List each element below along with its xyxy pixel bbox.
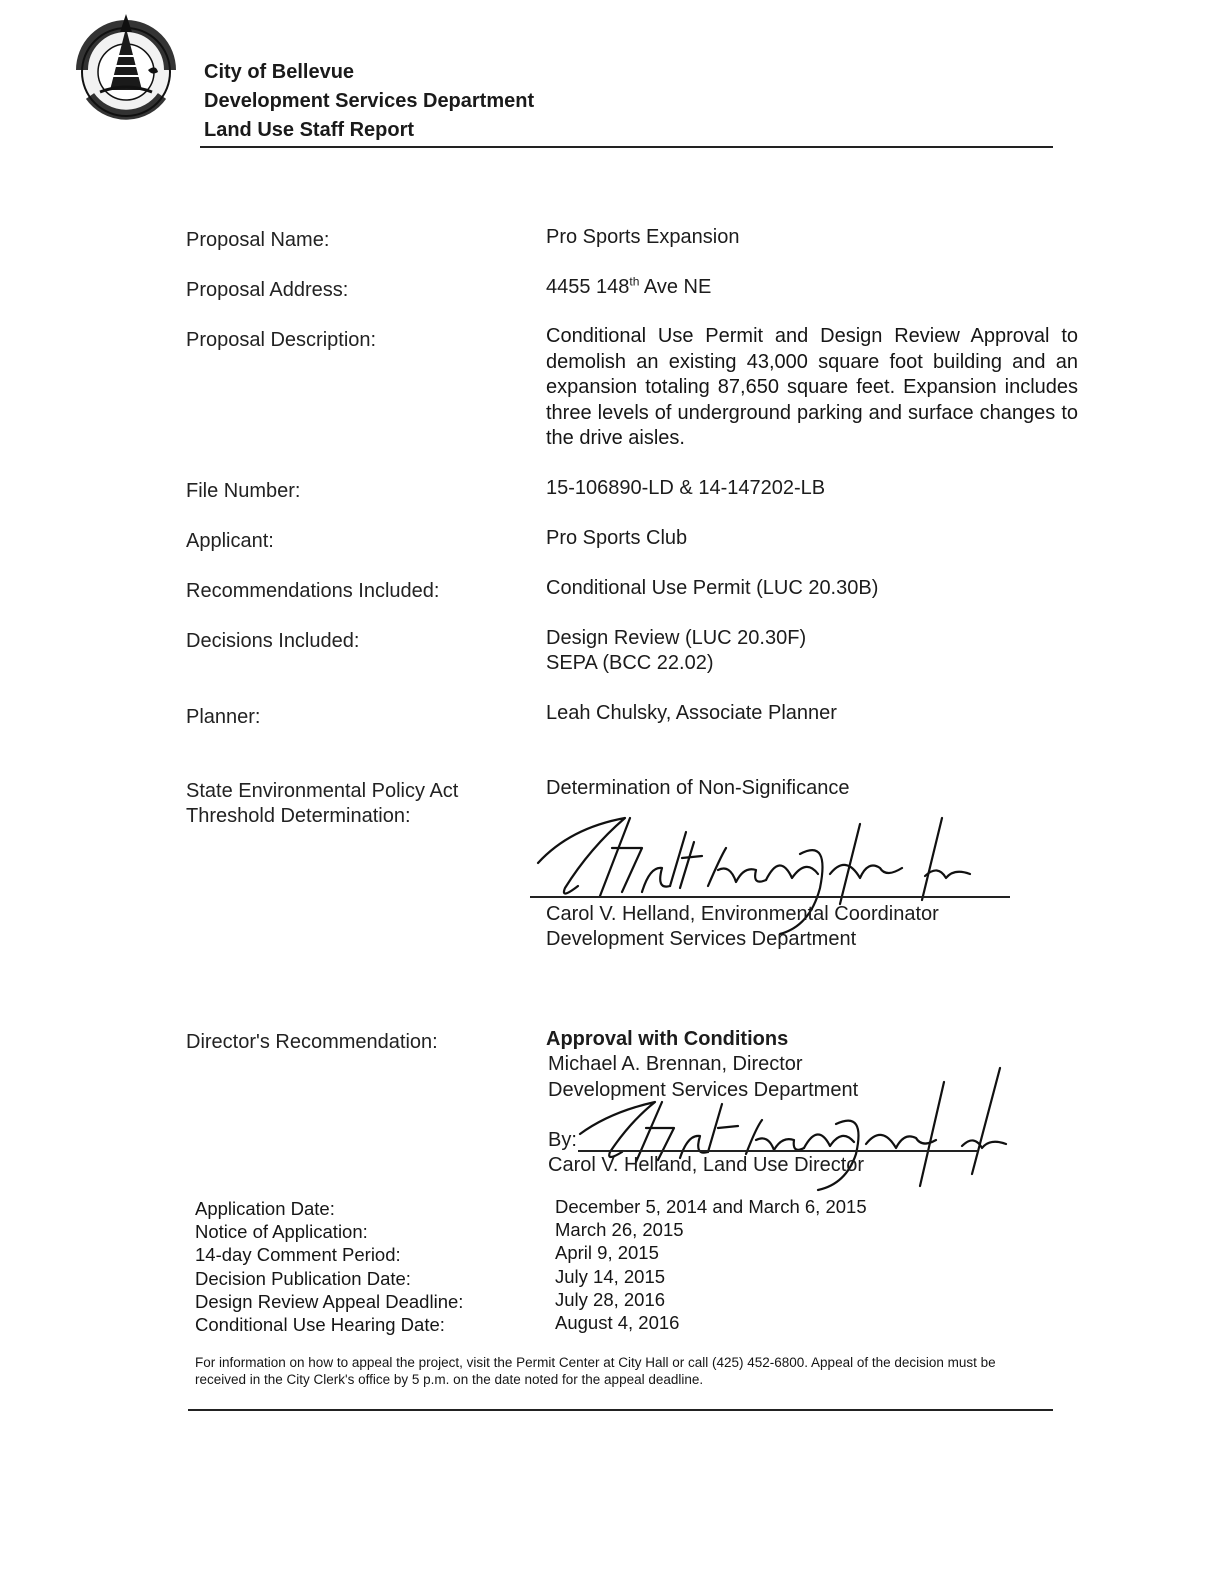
file-number-label: File Number: <box>186 480 301 502</box>
design-review-appeal-deadline-value: July 28, 2016 <box>555 1288 666 1310</box>
city-seal-logo <box>76 10 176 120</box>
applicant-value: Pro Sports Club <box>546 527 688 549</box>
decision-publication-date-value: July 14, 2015 <box>555 1265 666 1287</box>
director-department: Development Services Department <box>548 1079 859 1101</box>
footer-divider <box>188 1409 1053 1411</box>
by-label: By: <box>548 1129 577 1151</box>
header-department: Development Services Department <box>204 90 535 112</box>
decision-sepa: SEPA (BCC 22.02) <box>546 652 714 674</box>
application-date-label: Application Date: <box>195 1198 335 1219</box>
by-signer-name: Carol V. Helland, Land Use Director <box>548 1154 865 1176</box>
notice-of-application-value: March 26, 2015 <box>555 1219 684 1241</box>
director-recommendation-label: Director's Recommendation: <box>186 1031 438 1053</box>
sepa-label-line1: State Environmental Policy Act <box>186 780 459 802</box>
dates-labels <box>195 1197 463 1336</box>
proposal-name-label: Proposal Name: <box>186 229 330 251</box>
conditional-use-hearing-date-label: Conditional Use Hearing Date: <box>195 1314 445 1336</box>
comment-period-value: April 9, 2015 <box>555 1242 659 1264</box>
notice-of-application-label: Notice of Application: <box>195 1221 368 1243</box>
sepa-signer-name: Carol V. Helland, Environmental Coordinator <box>546 903 939 925</box>
appeal-information-footer: For information on how to appeal the project, visit the Permit Center at City Hall or call (425) 452-6800. Appeal of the decision must be received in the City Clerk's office by 5 p.m. on the date noted for the appeal deadline. <box>195 1355 996 1387</box>
header-divider <box>200 146 1053 148</box>
application-date-value: December 5, 2014 and March 6, 2015 <box>555 1196 867 1217</box>
applicant-label: Applicant: <box>186 530 274 552</box>
director-signature-line <box>578 1150 978 1152</box>
design-review-appeal-deadline-label: Design Review Appeal Deadline: <box>195 1290 464 1312</box>
address-number: 4455 148 <box>546 276 630 298</box>
decision-publication-date-label: Decision Publication Date: <box>195 1267 411 1289</box>
planner-label: Planner: <box>186 706 261 728</box>
proposal-name-value: Pro Sports Expansion <box>546 226 740 248</box>
director-name: Michael A. Brennan, Director <box>548 1053 803 1075</box>
address-street: Ave NE <box>639 276 712 298</box>
sepa-signature-line <box>530 896 1010 898</box>
proposal-address-label: Proposal Address: <box>186 279 349 301</box>
header-report-title: Land Use Staff Report <box>204 119 415 141</box>
proposal-description-value: Conditional Use Permit and Design Review Approval to demolish an existing 43,000 square foot building and an expansion totaling 87,650 square feet. Expansion includes three levels of underground parking and surface changes to the drive aisles. <box>546 325 1078 449</box>
sepa-determination-value: Determination of Non-Significance <box>546 777 850 799</box>
header-city: City of Bellevue <box>204 61 355 83</box>
decisions-label: Decisions Included: <box>186 630 360 652</box>
planner-value: Leah Chulsky, Associate Planner <box>546 702 837 724</box>
dates-values <box>555 1195 867 1334</box>
recommendations-value: Conditional Use Permit (LUC 20.30B) <box>546 577 879 599</box>
conditional-use-hearing-date-value: August 4, 2016 <box>555 1312 680 1334</box>
proposal-description-label: Proposal Description: <box>186 329 377 351</box>
sepa-signer-department: Development Services Department <box>546 928 857 950</box>
comment-period-label: 14-day Comment Period: <box>195 1244 401 1266</box>
file-number-value: 15-106890-LD & 14-147202-LB <box>546 477 826 499</box>
director-decision: Approval with Conditions <box>546 1028 789 1050</box>
address-suffix: th <box>629 274 640 289</box>
decision-design-review: Design Review (LUC 20.30F) <box>546 627 807 649</box>
proposal-address-value <box>546 275 711 300</box>
recommendations-label: Recommendations Included: <box>186 580 440 602</box>
sepa-label-line2: Threshold Determination: <box>186 805 411 827</box>
